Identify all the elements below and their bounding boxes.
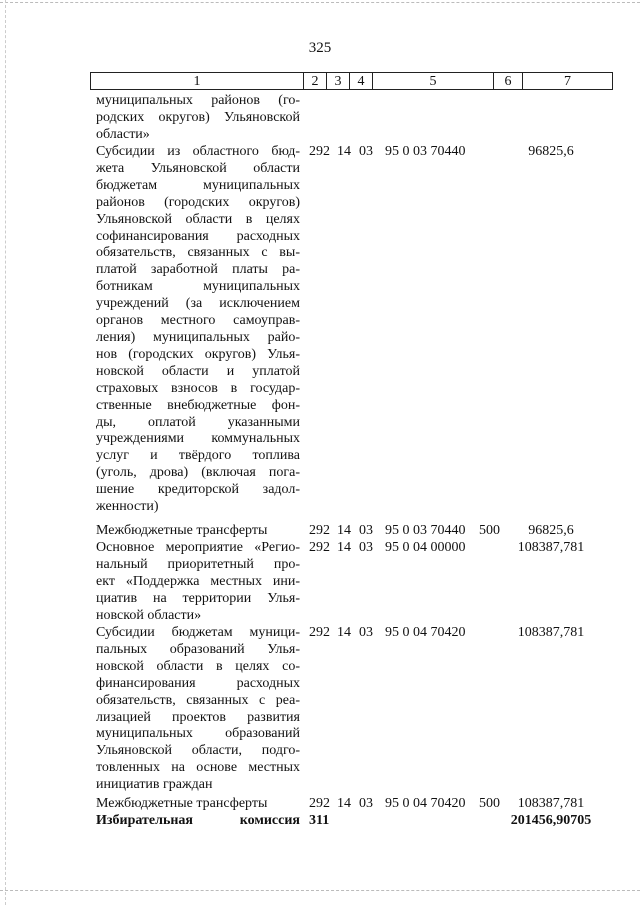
table-row [96,625,616,794]
table-row [96,144,616,516]
scan-edge-left [5,0,6,905]
code-gr: 292 [309,523,330,538]
row-name-line: шение кредиторской задол- [96,482,300,498]
scan-edge-top [0,2,640,3]
row-name-line: Основное мероприятие «Регио- [96,540,300,555]
row-name-line: ды, оплатой указанными [96,414,300,430]
row-name-line: Избирательная комиссия [96,813,300,828]
row-name-line: финансирования расходных [96,675,300,691]
column-header-5: 5 [373,73,494,90]
code-csr: 95 0 04 70420 [385,625,466,640]
code-gr: 292 [309,625,330,640]
code-gr: 311 [309,813,330,828]
row-name-line: учреждений (за исключением [96,296,300,312]
row-name-line: софинансирования расходных [96,228,300,244]
code-rz: 14 [337,540,351,555]
row-name-line: циатив на территории Улья- [96,590,300,606]
column-header-row [91,73,613,90]
row-codes [96,540,616,557]
code-csr: 95 0 03 70440 [385,523,466,538]
row-name [96,625,300,794]
row-name-line: обязательств, связанных с реа- [96,692,300,708]
code-gr: 292 [309,796,330,811]
code-pr: 03 [359,796,373,811]
code-vr: 500 [479,523,500,538]
code-pr: 03 [359,540,373,555]
row-name-line: области» [96,126,150,142]
row-codes [96,625,616,642]
column-header-7: 7 [523,73,613,90]
row-codes [96,813,616,830]
code-csr: 95 0 04 00000 [385,540,466,555]
code-pr: 03 [359,523,373,538]
row-name-line: товленных на основе местных [96,760,300,776]
code-pr: 03 [359,144,373,159]
column-header-table [90,72,613,90]
page-number: 325 [308,40,332,56]
row-codes [96,796,616,813]
code-rz: 14 [337,523,351,538]
row-name-line: инициатив граждан [96,777,213,793]
row-name-line: платой заработной платы ра- [96,262,300,278]
code-rz: 14 [337,625,351,640]
table-row [96,813,616,830]
row-name-line: муниципальных районов (го- [96,93,300,108]
code-gr: 292 [309,144,330,159]
column-header-3: 3 [327,73,350,90]
code-rz: 14 [337,144,351,159]
row-name-line: ственные внебюджетные фон- [96,397,300,413]
row-name-line: страховых взносов в государ- [96,380,300,396]
code-csr: 95 0 04 70420 [385,796,466,811]
row-name-line: нов (городских округов) Улья- [96,346,300,362]
row-name-line: ект «Поддержка местных ини- [96,573,300,589]
row-name-line: муниципальных образований [96,726,300,742]
column-header-2: 2 [304,73,327,90]
table-row [96,523,616,540]
row-name-line: органов местного самоуправ- [96,313,300,329]
row-codes [96,523,616,540]
code-vr: 500 [479,796,500,811]
row-name-line: (уголь, дрова) (включая пога- [96,465,300,481]
row-name-line: Субсидии бюджетам муници- [96,625,300,640]
row-name-line: новской области в целях со- [96,658,300,674]
row-name-line: пальных образований Улья- [96,641,300,657]
row-codes [96,144,616,161]
amount: 108387,781 [517,796,585,811]
table-row [96,93,616,144]
row-name-line: женности) [96,499,159,515]
row-name-line: Ульяновской области в целях [96,211,300,227]
amount: 201456,90705 [510,813,592,828]
row-name [96,144,300,516]
row-name-line: бюджетам муниципальных [96,177,300,193]
row-name-line: ления) муниципальных райо- [96,329,300,345]
table-row [96,796,616,813]
code-rz: 14 [337,796,351,811]
row-name-line: лизацией проектов развития [96,709,300,725]
table-row [96,540,616,625]
amount: 108387,781 [517,540,585,555]
row-name-line: Субсидии из областного бюд- [96,144,300,159]
row-name-line: Ульяновской области, подго- [96,743,300,759]
row-name-line: обязательств, связанных с вы- [96,245,300,261]
row-name-line: жета Ульяновской области [96,160,300,176]
row-name-line: новской области» [96,607,202,623]
scan-edge-bottom [0,890,640,891]
column-header-6: 6 [494,73,523,90]
amount: 96825,6 [528,144,574,159]
row-name-line: Межбюджетные трансферты [96,796,268,811]
row-name-line: родских округов) Ульяновской [96,109,300,125]
column-header-1: 1 [91,73,304,90]
code-pr: 03 [359,625,373,640]
row-name-line: нальный приоритетный про- [96,556,300,572]
row-name-line: Межбюджетные трансферты [96,523,268,538]
amount: 96825,6 [528,523,574,538]
amount: 108387,781 [517,625,585,640]
row-name-line: ботникам муниципальных [96,279,300,295]
row-name-line: услуг и твёрдого топлива [96,448,300,464]
code-gr: 292 [309,540,330,555]
row-name-line: новской области и уплатой [96,363,300,379]
row-name-line: учреждениями коммунальных [96,431,300,447]
code-csr: 95 0 03 70440 [385,144,466,159]
row-codes [96,93,616,110]
column-header-4: 4 [350,73,373,90]
row-name-line: районов (городских округов) [96,194,300,210]
